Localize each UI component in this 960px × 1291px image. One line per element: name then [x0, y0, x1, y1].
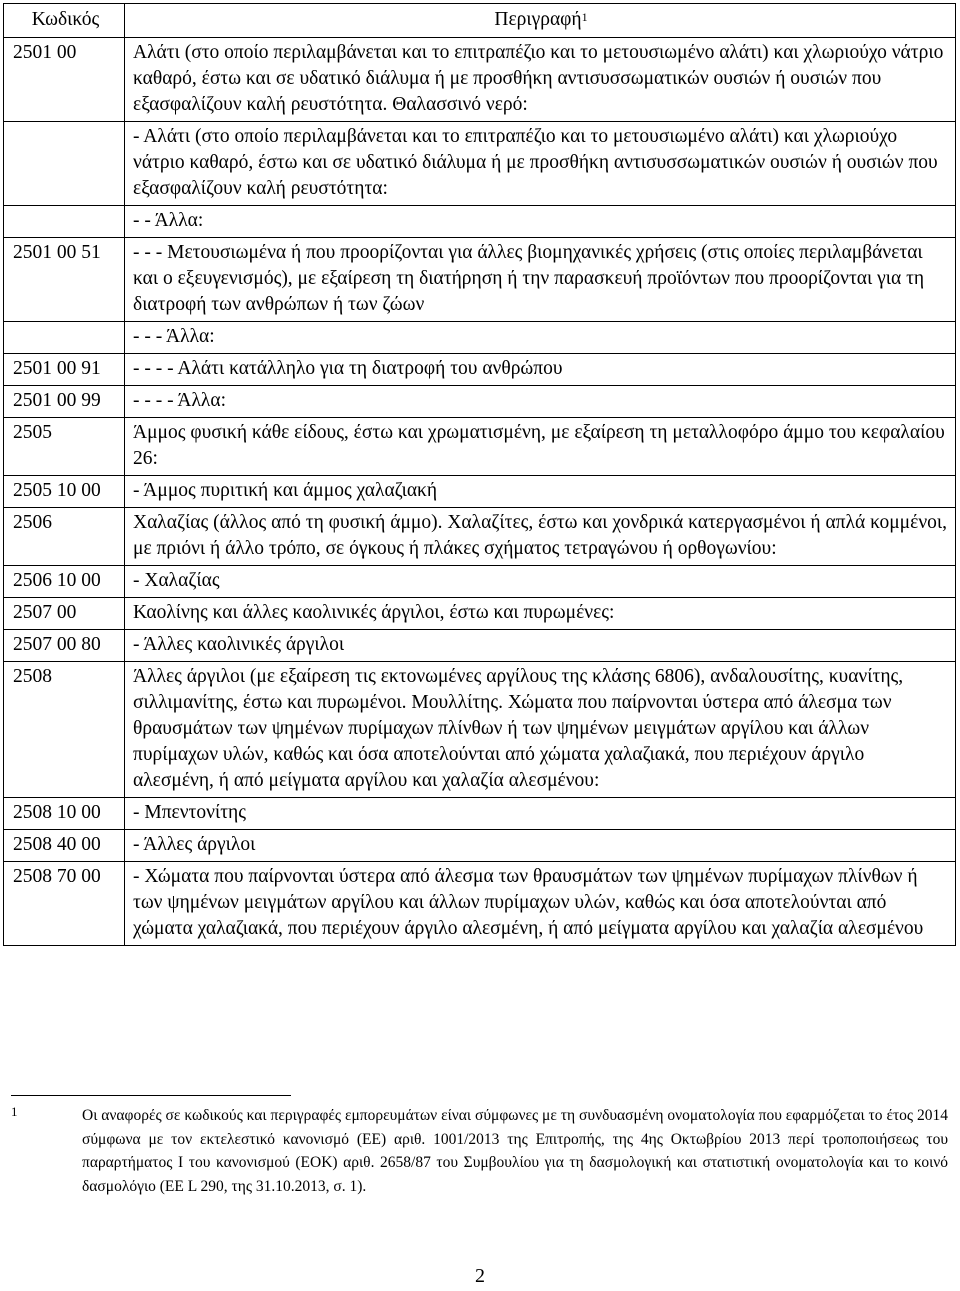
row-description: Καολίνης και άλλες καολινικές άργιλοι, έστω και πυρωμένες:	[125, 598, 956, 630]
page-number: 2	[475, 1265, 485, 1287]
row-code	[4, 322, 125, 354]
row-description: - - - - Αλάτι κατάλληλο για τη διατροφή του ανθρώπου	[125, 354, 956, 386]
header-description	[125, 4, 956, 38]
row-code: 2506	[4, 508, 125, 566]
footnote-number: 1	[11, 1104, 18, 1119]
row-code: 2507 00 80	[4, 630, 125, 662]
footnote-text: Οι αναφορές σε κωδικούς και περιγραφές εμπορευμάτων είναι σύμφωνες με τη συνδυασμένη ονοματολογία που εφαρμόζεται το έτος 2014 σύμφωνα με τον εκτελεστικό κανονισμό (ΕΕ) αριθ. 1001/2013 της Επιτροπής, της 4ης Οκτωβρίου 2013 περί τροποποιήσεως του παραρτήματος Ι του κανονισμού (ΕΟΚ) αριθ. 2658/87 του Συμβουλίου για τη δασμολογική και στατιστική ονοματολογία και το κοινό δασμολόγιο (ΕΕ L 290, της 31.10.2013, σ. 1).	[82, 1107, 948, 1195]
row-description: - - - Άλλα:	[125, 322, 956, 354]
row-description: - - Άλλα:	[125, 206, 956, 238]
table-row	[4, 830, 956, 862]
row-description: Άλλες άργιλοι (με εξαίρεση τις εκτονωμένες αργίλους της κλάσης 6806), ανδαλουσίτης, κυανίτης, σιλλιμανίτης, έστω και πυρωμένοι. Μουλλίτης. Χώματα που παίρνονται ύστερα από άλεσμα των θραυσμάτων των ψημένων πυρίμαχων πλίνθων ή των ψημένων μειγμάτων αργίλου και άλλων πυρίμαχων υλών, καθώς και όσα αποτελούνται από χώματα χαλαζιακά, που περιέχουν άργιλο αλεσμένη, ή από μείγματα αργίλου και χαλαζία αλεσμένου:	[125, 662, 956, 798]
table-row	[4, 476, 956, 508]
footnote-separator	[11, 1095, 291, 1096]
row-description: - - - Μετουσιωμένα ή που προορίζονται για άλλες βιομηχανικές χρήσεις (στις οποίες περιλαμβάνεται και ο εξευγενισμός), με εξαίρεση τη διατήρηση ή την παρασκευή προϊόντων που προορίζονται για τη διατροφή των ανθρώπων ή των ζώων	[125, 238, 956, 322]
row-code: 2508 70 00	[4, 862, 125, 946]
row-description: - - - - Άλλα:	[125, 386, 956, 418]
row-code: 2506 10 00	[4, 566, 125, 598]
table-row	[4, 322, 956, 354]
row-code: 2505	[4, 418, 125, 476]
tariff-table	[3, 3, 956, 946]
row-code: 2501 00 91	[4, 354, 125, 386]
table-row	[4, 122, 956, 206]
table-row	[4, 598, 956, 630]
row-description: - Άμμος πυριτική και άμμος χαλαζιακή	[125, 476, 956, 508]
row-code: 2501 00	[4, 38, 125, 122]
table-row	[4, 206, 956, 238]
row-description: - Αλάτι (στο οποίο περιλαμβάνεται και το επιτραπέζιο και το μετουσιωμένο αλάτι) και χλωριούχο νάτριο καθαρό, έστω και σε υδατικό διάλυμα ή με προσθήκη αντισυσσωματικών ουσιών ή ουσιών που εξασφαλίζουν καλή ρευστότητα:	[125, 122, 956, 206]
table-row	[4, 238, 956, 322]
table-row	[4, 662, 956, 798]
row-code	[4, 122, 125, 206]
header-code: Κωδικός	[4, 4, 125, 38]
footnote-reference: 1	[581, 10, 588, 24]
table-row	[4, 418, 956, 476]
table-row	[4, 354, 956, 386]
table-row	[4, 508, 956, 566]
row-description: - Χώματα που παίρνονται ύστερα από άλεσμα των θραυσμάτων των ψημένων πυρίμαχων πλίνθων ή των ψημένων μειγμάτων αργίλου και άλλων πυρίμαχων υλών, καθώς και όσα αποτελούνται από χώματα χαλαζιακά, που περιέχουν άργιλο αλεσμένη, ή από μείγματα αργίλου και χαλαζία αλεσμένου	[125, 862, 956, 946]
row-description: Άμμος φυσική κάθε είδους, έστω και χρωματισμένη, με εξαίρεση τη μεταλλοφόρο άμμο του κεφαλαίου 26:	[125, 418, 956, 476]
row-code: 2505 10 00	[4, 476, 125, 508]
table-row	[4, 630, 956, 662]
row-code: 2501 00 51	[4, 238, 125, 322]
header-description-label: Περιγραφή	[494, 9, 582, 30]
row-code: 2508 10 00	[4, 798, 125, 830]
row-code: 2508	[4, 662, 125, 798]
table-row	[4, 798, 956, 830]
row-description: - Άλλες καολινικές άργιλοι	[125, 630, 956, 662]
table-row	[4, 862, 956, 946]
table-row	[4, 386, 956, 418]
row-description: - Μπεντονίτης	[125, 798, 956, 830]
row-code: 2507 00	[4, 598, 125, 630]
row-description: Αλάτι (στο οποίο περιλαμβάνεται και το επιτραπέζιο και το μετουσιωμένο αλάτι) και χλωριούχο νάτριο καθαρό, έστω και σε υδατικό διάλυμα ή με προσθήκη αντισυσσωματικών ουσιών ή ουσιών που εξασφαλίζουν καλή ρευστότητα. Θαλασσινό νερό:	[125, 38, 956, 122]
table-row	[4, 38, 956, 122]
table-row	[4, 566, 956, 598]
row-code: 2508 40 00	[4, 830, 125, 862]
row-code: 2501 00 99	[4, 386, 125, 418]
row-description: Χαλαζίας (άλλος από τη φυσική άμμο). Χαλαζίτες, έστω και χονδρικά κατεργασμένοι ή απλά κομμένοι, με πριόνι ή άλλο τρόπο, σε όγκους ή πλάκες σχήματος τετραγώνου ή ορθογωνίου:	[125, 508, 956, 566]
table-header-row	[4, 4, 956, 38]
row-description: - Χαλαζίας	[125, 566, 956, 598]
row-description: - Άλλες άργιλοι	[125, 830, 956, 862]
row-code	[4, 206, 125, 238]
